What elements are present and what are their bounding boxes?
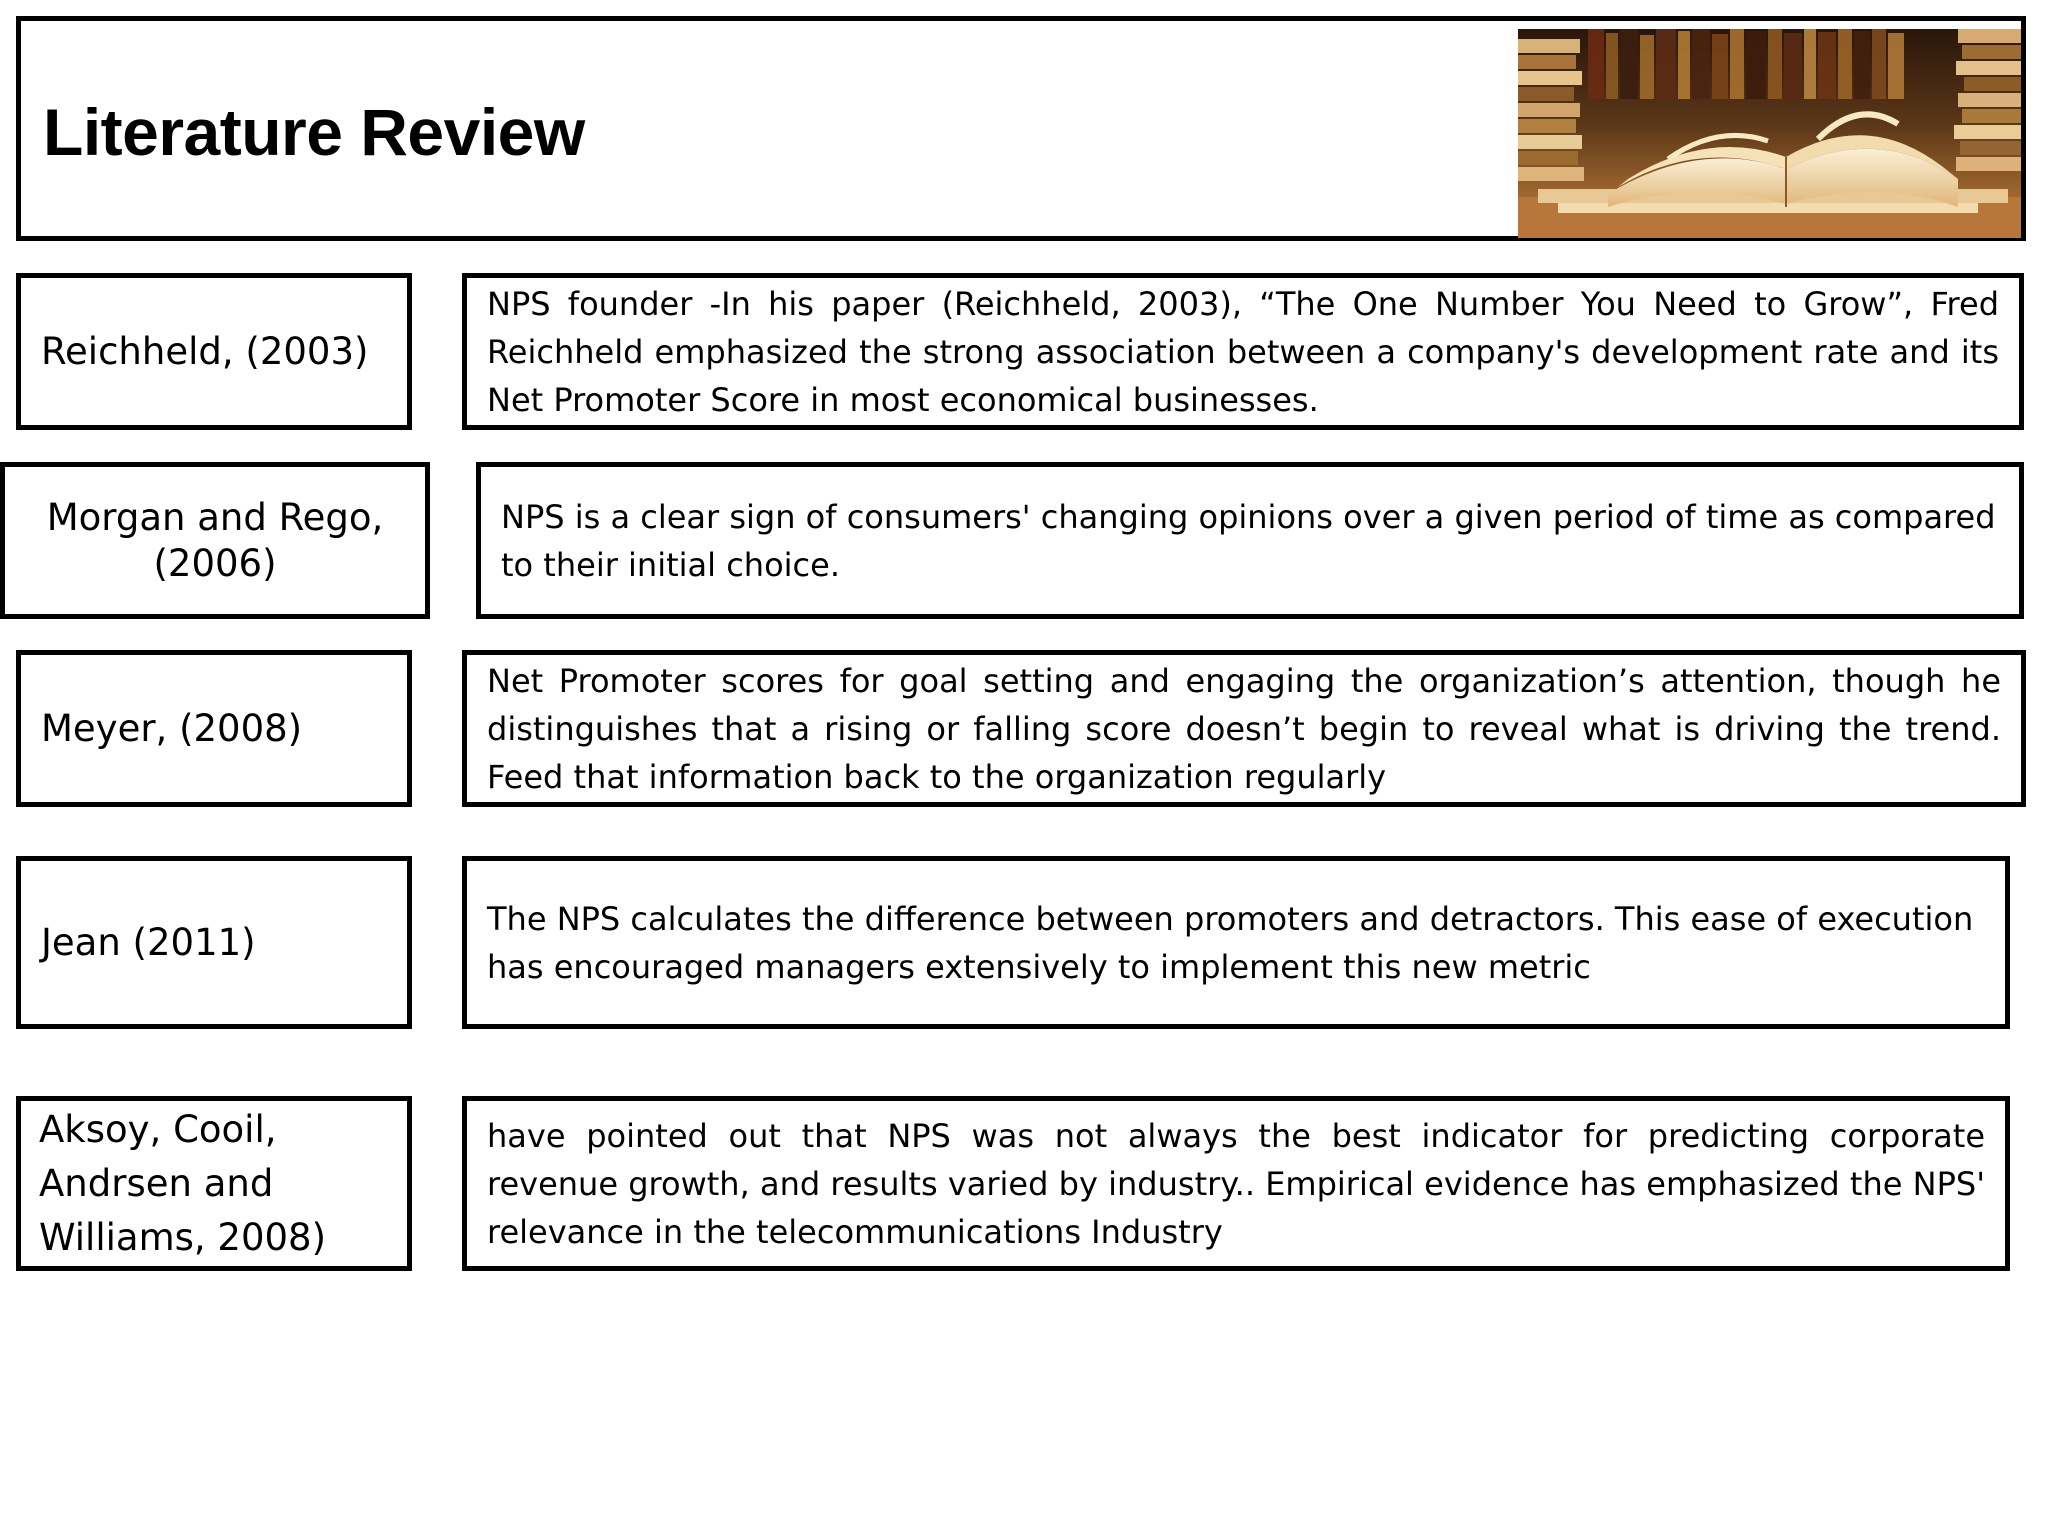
title-banner: [16, 16, 2026, 241]
summary-reichheld-2003: [462, 273, 2024, 430]
summary-meyer-2008: [462, 650, 2026, 807]
author-label: Reichheld, (2003): [41, 329, 369, 373]
author-label: Morgan and Rego, (2006): [46, 496, 384, 585]
author-jean-2011: [16, 856, 412, 1029]
slide-title: Literature Review: [43, 95, 585, 169]
author-morgan-rego-2006: [0, 462, 430, 619]
summary-text: have pointed out that NPS was not always the best indicator for predicting corporate revenue growth, and results varied by industry.. Empirical evidence has emphasized the NPS' relevance in the telecommunications Industry: [487, 1116, 1985, 1251]
author-aksoy-2008: [16, 1096, 412, 1271]
author-label: Aksoy, Cooil, Andrsen and Williams, 2008): [39, 1107, 327, 1259]
summary-text: The NPS calculates the difference between promoters and detractors. This ease of execution has encouraged managers extensively to implement this new metric: [487, 899, 1974, 986]
summary-text: NPS is a clear sign of consumers' changing opinions over a given period of time as compared to their initial choice.: [501, 497, 1996, 584]
summary-aksoy-2008: [462, 1096, 2010, 1271]
summary-morgan-rego-2006: [476, 462, 2024, 619]
author-label: Jean (2011): [41, 920, 256, 964]
summary-text: NPS founder -In his paper (Reichheld, 2003), “The One Number You Need to Grow”, Fred Reichheld emphasized the strong association between a company's development rate and its Net Promoter Score in most economical businesses.: [487, 284, 1999, 419]
summary-text: Net Promoter scores for goal setting and engaging the organization’s attention, though he distinguishes that a rising or falling score doesn’t begin to reveal what is driving the trend. Feed that information back to the organization regularly: [487, 661, 2001, 796]
books-photo-icon: [1518, 29, 2021, 238]
author-reichheld-2003: [16, 273, 412, 430]
author-label: Meyer, (2008): [41, 706, 303, 750]
summary-jean-2011: [462, 856, 2010, 1029]
author-meyer-2008: [16, 650, 412, 807]
